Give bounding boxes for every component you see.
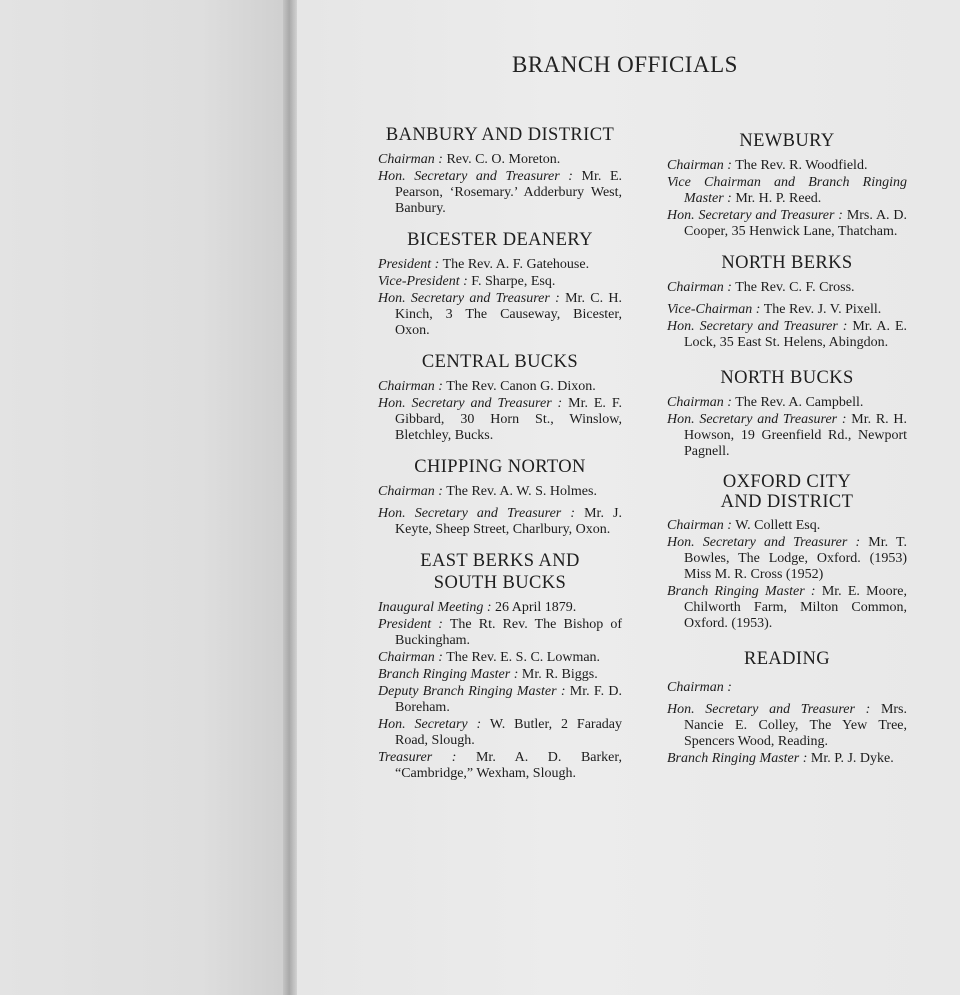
- branch-banbury: [378, 124, 622, 217]
- book-gutter: [283, 0, 297, 995]
- official-entry: Hon. Secretary and Treasurer : Mr. E. F. Gibbard, 30 Horn St., Winslow, Bletchley, Bucks.: [378, 396, 622, 443]
- left-column: [378, 124, 622, 794]
- right-column: [667, 130, 907, 779]
- branch-newbury: [667, 130, 907, 240]
- branch-name: NORTH BERKS: [721, 253, 853, 273]
- branch-name: OXFORD CITY AND DISTRICT: [720, 472, 854, 512]
- official-entry: Hon. Secretary and Treasurer : Mr. R. H. Howson, 19 Greenfield Rd., Newport Pagnell.: [667, 412, 907, 459]
- branch-north-bucks: [667, 367, 907, 460]
- official-entry: Treasurer : Mr. A. D. Barker, “Cambridge,” Wexham, Slough.: [378, 750, 622, 781]
- official-entry: Vice-President : F. Sharpe, Esq.: [378, 274, 556, 289]
- official-entry: Branch Ringing Master : Mr. R. Biggs.: [378, 667, 598, 682]
- official-entry: Chairman : The Rev. A. W. S. Holmes.: [378, 484, 597, 499]
- official-entry: Chairman : Rev. C. O. Moreton.: [378, 152, 561, 167]
- official-entry: Chairman : W. Collett Esq.: [667, 518, 821, 533]
- official-entry: Inaugural Meeting : 26 April 1879.: [378, 600, 577, 615]
- official-entry: Vice Chairman and Branch Ringing Master : Mr. H. P. Reed.: [667, 175, 907, 206]
- branch-name: EAST BERKS AND SOUTH BUCKS: [420, 551, 580, 593]
- branch-oxford-city: [667, 472, 907, 632]
- official-entry: Hon. Secretary : W. Butler, 2 Faraday Road, Slough.: [378, 717, 623, 748]
- official-entry: Chairman : The Rev. Canon G. Dixon.: [378, 379, 596, 394]
- official-entry: Hon. Secretary and Treasurer : Mr. E. Pearson, ‘Rosemary.’ Adderbury West, Banbury.: [378, 169, 623, 216]
- official-entry: Hon. Secretary and Treasurer : Mr. C. H. Kinch, 3 The Causeway, Bicester, Oxon.: [378, 291, 622, 338]
- official-entry: Chairman :: [667, 680, 732, 695]
- official-entry: Vice-Chairman : The Rev. J. V. Pixell.: [667, 302, 882, 317]
- left-page: [0, 0, 287, 995]
- branch-central-bucks: [378, 351, 622, 444]
- official-entry: Chairman : The Rev. C. F. Cross.: [667, 280, 855, 295]
- official-entry: President : The Rev. A. F. Gatehouse.: [378, 257, 590, 272]
- branch-name: NEWBURY: [739, 131, 835, 151]
- official-entry: Hon. Secretary and Treasurer : Mr. J. Keyte, Sheep Street, Charlbury, Oxon.: [378, 506, 622, 537]
- official-entry: Chairman : The Rev. E. S. C. Lowman.: [378, 650, 601, 665]
- official-entry: Hon. Secretary and Treasurer : Mrs. A. D. Cooper, 35 Henwick Lane, Thatcham.: [667, 208, 908, 239]
- branch-north-berks: [667, 252, 907, 351]
- official-entry: Branch Ringing Master : Mr. E. Moore, Chilworth Farm, Milton Common, Oxford. (1953).: [667, 584, 907, 631]
- branch-name: NORTH BUCKS: [720, 368, 854, 388]
- branch-name: READING: [743, 649, 831, 669]
- branch-name: BANBURY AND DISTRICT: [385, 125, 615, 145]
- branch-name: CENTRAL BUCKS: [421, 352, 579, 372]
- official-entry: Branch Ringing Master : Mr. P. J. Dyke.: [667, 751, 894, 766]
- official-entry: Chairman : The Rev. A. Campbell.: [667, 395, 864, 410]
- branch-east-berks-south-bucks: [378, 550, 622, 782]
- branch-name: BICESTER DEANERY: [407, 230, 593, 250]
- page-title: BRANCH OFFICIALS: [512, 52, 738, 77]
- official-entry: Deputy Branch Ringing Master : Mr. F. D. Boreham.: [378, 684, 622, 715]
- official-entry: President : The Rt. Rev. The Bishop of Buckingham.: [378, 617, 622, 648]
- official-entry: Hon. Secretary and Treasurer : Mr. A. E. Lock, 35 East St. Helens, Abingdon.: [667, 319, 907, 350]
- branch-name: CHIPPING NORTON: [414, 457, 586, 477]
- official-entry: Chairman : The Rev. R. Woodfield.: [667, 158, 868, 173]
- official-entry: Hon. Secretary and Treasurer : Mrs. Nancie E. Colley, The Yew Tree, Spencers Wood, Reading.: [667, 702, 907, 749]
- branch-bicester: [378, 229, 622, 339]
- branch-reading: [667, 648, 907, 767]
- branch-chipping-norton: [378, 456, 622, 538]
- official-entry: Hon. Secretary and Treasurer : Mr. T. Bowles, The Lodge, Oxford. (1953) Miss M. R. Cross (1952): [667, 535, 907, 582]
